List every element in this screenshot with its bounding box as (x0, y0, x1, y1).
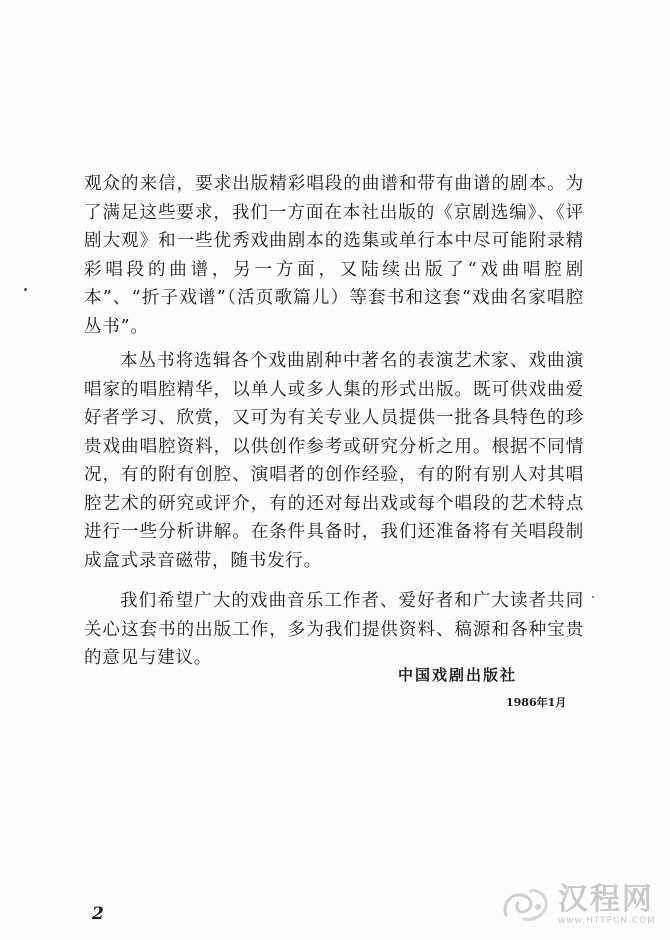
page-number: 2 (92, 904, 104, 924)
preface-body (84, 170, 584, 673)
swirl-logo-icon (500, 885, 552, 925)
publisher-signature: 中国戏剧出版社 (398, 666, 518, 684)
scan-speck (592, 596, 594, 598)
scan-speck (24, 288, 27, 291)
watermark-url: www.HTTPCN.COM (557, 916, 656, 926)
watermark-name: 汉程网 (557, 882, 654, 917)
paragraph-continuation: 观众的来信，要求出版精彩唱段的曲谱和带有曲谱的剧本。为了满足这些要求，我们一方面在本社出版的《京剧选编》、《评剧大观》和一些优秀戏曲剧本的选集或单行本中尽可能附录精彩唱段的曲谱，另一方面，又陆续出版了“戏曲唱腔剧本”、“折子戏谱”（活页歌篇儿）等套书和这套“戏曲名家唱腔丛书”。 (84, 174, 584, 337)
paragraph-closing-request: 我们希望广大的戏曲音乐工作者、爱好者和广大读者共同关心这套书的出版工作，多为我们提供资料、稿源和各种宝贵的意见与建议。 (84, 591, 584, 668)
site-watermark (500, 884, 656, 926)
paragraph-series-description: 本丛书将选辑各个戏曲剧种中著名的表演艺术家、戏曲演唱家的唱腔精华，以单人或多人集的形式出版。既可供戏曲爱好者学习、欣赏，又可为有关专业人员提供一批各具特色的珍贵戏曲唱腔资料，以供创作参考或研究分析之用。根据不同情况，有的附有创腔、演唱者的创作经验，有的附有别人对其唱腔艺术的研究或评介，有的还对每出戏或每个唱段的艺术特点进行一些分析讲解。在条件具备时，我们还准备将有关唱段制成盒式录音磁带，随书发行。 (84, 351, 584, 571)
publication-date: 1986年1月 (506, 696, 567, 709)
